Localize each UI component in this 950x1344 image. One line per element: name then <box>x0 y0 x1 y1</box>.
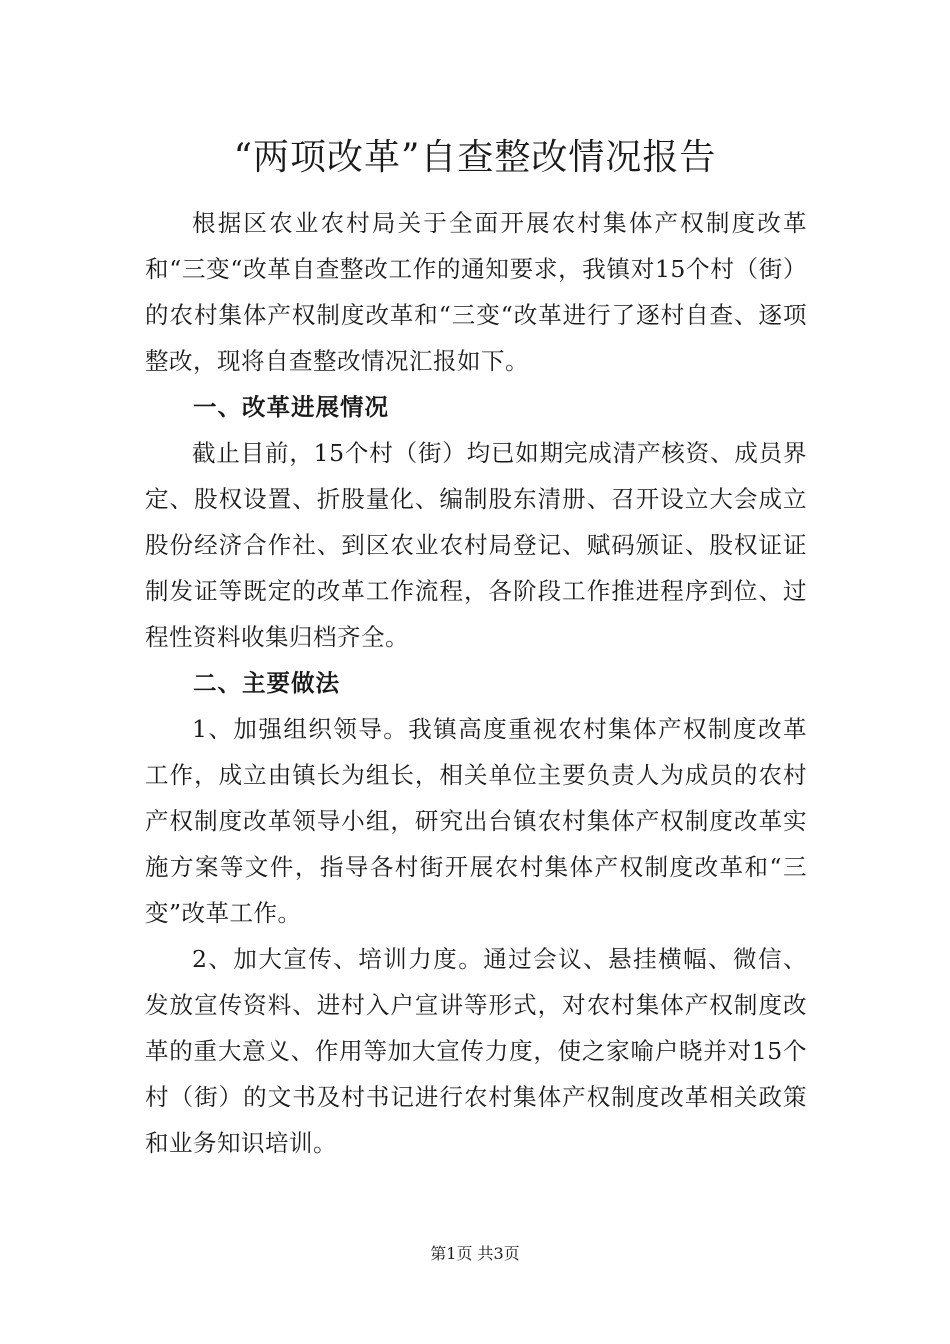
method-item-2: 2、加大宣传、培训力度。通过会议、悬挂横幅、微信、发放宣传资料、进村入户宣讲等形式，对农村集体产权制度改革的重大意义、作用等加大宣传力度，使之家喻户晓并对15个村（街）的文书及村书记进行农村集体产权制度改革相关政策和业务知识培训。 <box>145 945 807 1157</box>
section-heading-progress: 一、改革进展情况 <box>193 393 389 421</box>
method-item-1: 1、加强组织领导。我镇高度重视农村集体产权制度改革工作，成立由镇长为组长，相关单位主要负责人为成员的农村产权制度改革领导小组，研究出台镇农村集体产权制度改革实施方案等文件，指导各村街开展农村集体产权制度改革和“三变”改革工作。 <box>145 715 807 927</box>
page-footer: 第1页 共3页 <box>430 1244 520 1263</box>
document-title: “两项改革”自查整改情况报告 <box>233 137 717 178</box>
section-heading-methods: 二、主要做法 <box>193 669 340 697</box>
intro-paragraph: 根据区农业农村局关于全面开展农村集体产权制度改革和“三变“改革自查整改工作的通知要求，我镇对15个村（街）的农村集体产权制度改革和“三变“改革进行了逐村自查、逐项整改，现将自查整改情况汇报如下。 <box>145 209 807 375</box>
progress-paragraph: 截止目前，15个村（街）均已如期完成清产核资、成员界定、股权设置、折股量化、编制股东清册、召开设立大会成立股份经济合作社、到区农业农村局登记、赋码颁证、股权证证制发证等既定的改革工作流程，各阶段工作推进程序到位、过程性资料收集归档齐全。 <box>145 439 807 651</box>
document-body <box>145 200 807 1166</box>
